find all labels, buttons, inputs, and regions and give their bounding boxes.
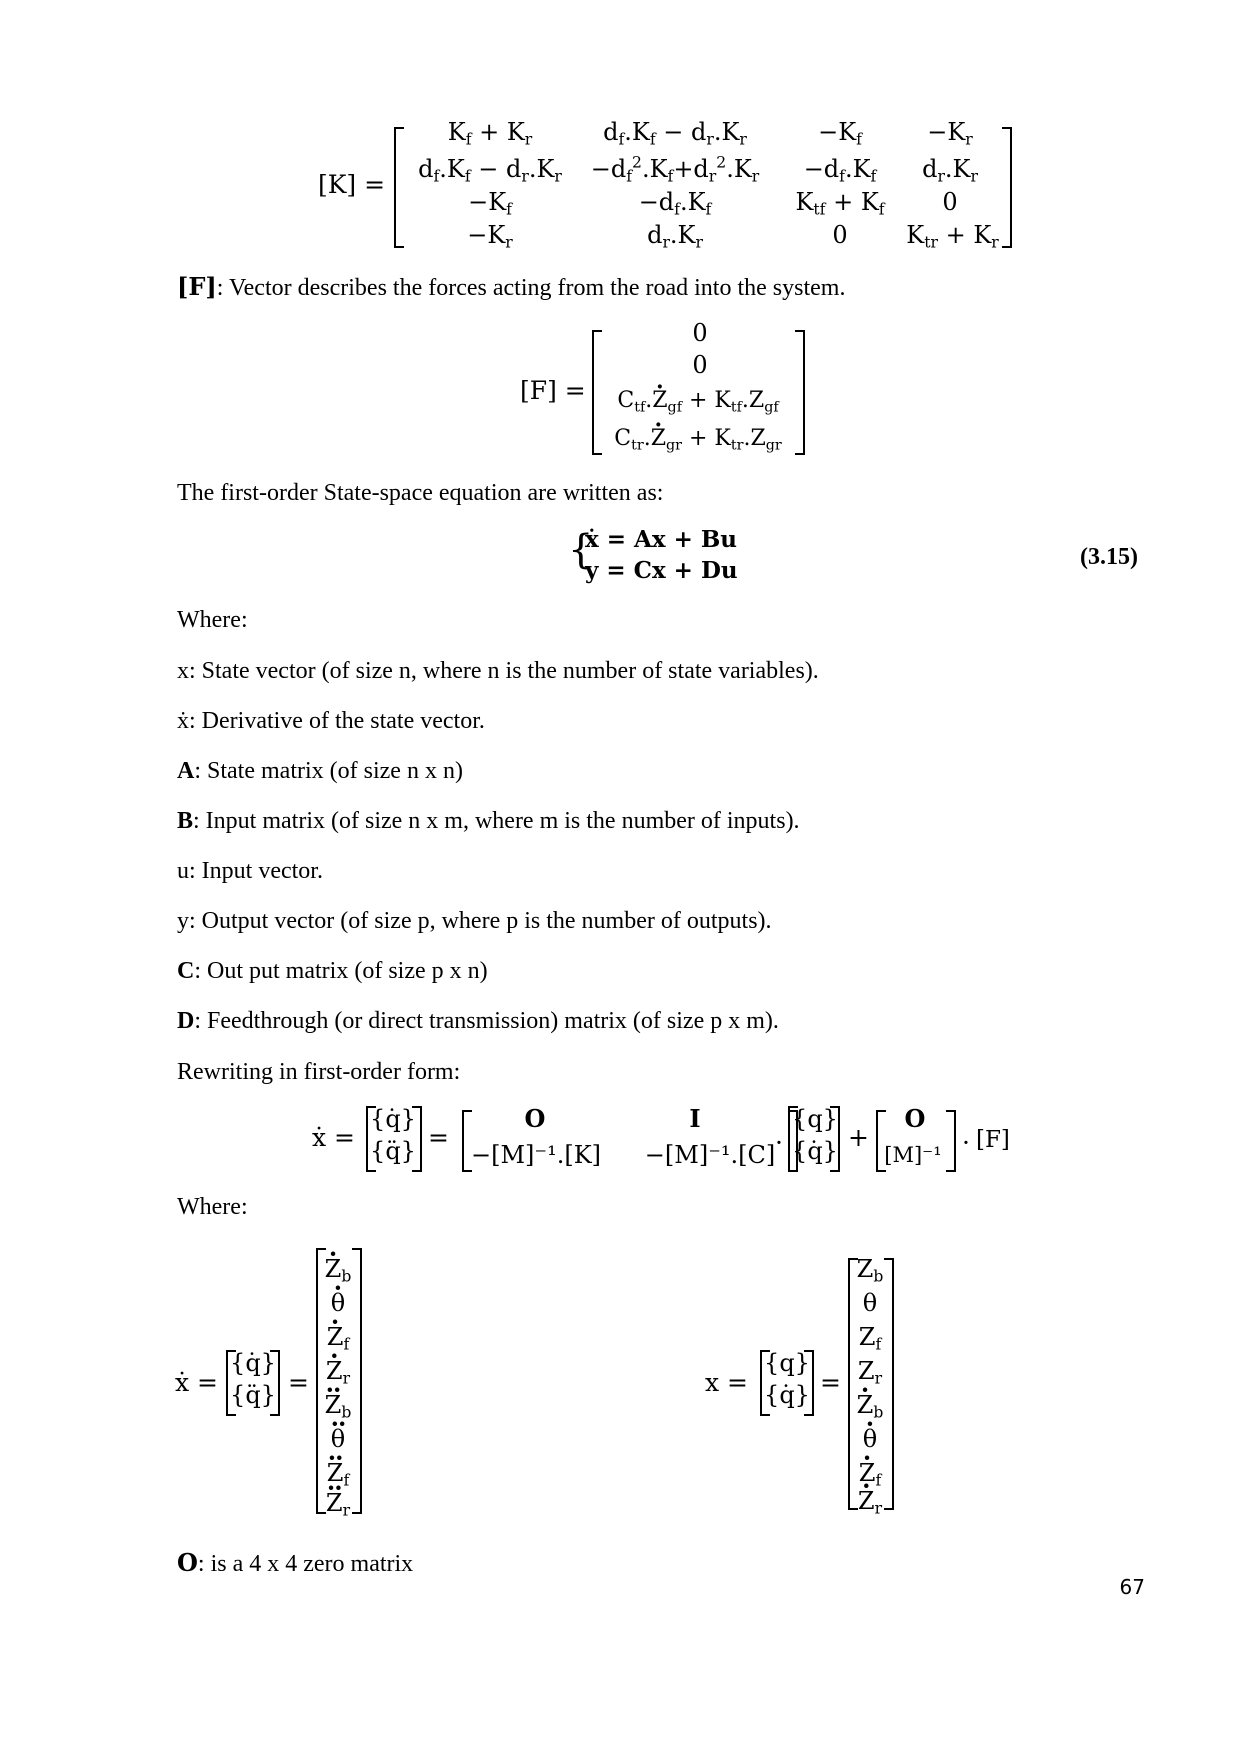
state-space-intro: The first-order State-space equation are written as: <box>177 480 664 506</box>
f-cell: $C_{tf}.\cdot Z_{gf} + K_{tf}.Z_{gf}$ <box>598 386 798 416</box>
equals-sign: = <box>820 1368 841 1397</box>
definition-x: x: State vector (of size n, where n is the number of state variables). <box>177 658 819 684</box>
matrix-entry: I <box>689 1104 701 1133</box>
equation-number: (3.15) <box>1080 544 1138 570</box>
state-space-line2: y = Cx + Du <box>585 557 738 584</box>
k-cell: $-d_f^2.K_f+d_r^2.K_r$ <box>590 153 760 186</box>
matrix-entry: −[M]⁻¹.[K] <box>471 1141 601 1169</box>
f-vector-symbol: [F] <box>976 1127 1010 1153</box>
equals-sign: = <box>288 1368 309 1397</box>
vec-entry: {q̇} <box>370 1105 416 1133</box>
definition-a: A: State matrix (of size n x n) <box>177 758 463 784</box>
definition-y: y: Output vector (of size p, where p is the number of outputs). <box>177 908 772 934</box>
k-cell: $-K_f$ <box>818 118 862 149</box>
k-cell: $-d_f.K_f$ <box>638 188 712 219</box>
k-cell: $d_r.K_r$ <box>647 221 703 252</box>
vec-entry: ·· $Z_b$ <box>318 1390 358 1420</box>
vec-entry: {q̈} <box>370 1137 416 1165</box>
vec-entry: {q̇} <box>792 1137 838 1165</box>
vec-entry: · $Z_b$ <box>318 1254 358 1284</box>
k-cell: $-K_f$ <box>468 188 512 219</box>
k-matrix-label: [K] = <box>318 170 386 199</box>
definition-xdot: ẋ: Derivative of the state vector. <box>177 708 485 734</box>
vec-entry: · θ <box>850 1424 890 1454</box>
matrix-entry: O <box>904 1104 926 1133</box>
where-heading-2: Where: <box>177 1194 248 1220</box>
state-space-brace: { <box>568 527 594 573</box>
page-number: 67 <box>1119 1575 1145 1599</box>
dot-operator: · <box>962 1128 970 1157</box>
k-cell: $-d_f.K_f$ <box>803 155 877 186</box>
equals-sign: = <box>428 1123 449 1152</box>
vec-entry: $Z_f$ <box>858 1323 882 1354</box>
vec-entry: · $Z_r$ <box>850 1486 890 1516</box>
k-cell: 0 <box>942 188 958 216</box>
state-space-line1: ẋ = Ax + Bu <box>585 526 738 553</box>
matrix-entry: −[M]⁻¹.[C] <box>644 1141 776 1169</box>
vec-entry: · $Z_r$ <box>318 1356 358 1386</box>
k-cell: $K_{tr} + K_r$ <box>906 221 999 252</box>
vec-entry: · θ <box>318 1288 358 1318</box>
f-vector-label: [F] = <box>520 376 586 405</box>
k-matrix-left-bracket <box>394 127 404 248</box>
f-cell: 0 <box>692 319 708 347</box>
k-cell: $-K_r$ <box>467 221 513 252</box>
k-cell: $d_f.K_f - d_r.K_r$ <box>418 155 562 186</box>
definition-c: C: Out put matrix (of size p x n) <box>177 958 488 984</box>
dot-operator: · <box>775 1128 783 1157</box>
vec-entry: ·· $Z_f$ <box>318 1458 358 1488</box>
vec-entry: · $Z_f$ <box>318 1322 358 1352</box>
matrix-entry: O <box>524 1104 546 1133</box>
xdot-lhs: ẋ = <box>175 1368 218 1397</box>
vec-entry: · $Z_b$ <box>850 1390 890 1420</box>
k-cell: $d_f.K_f - d_r.K_r$ <box>603 118 747 149</box>
x-lhs: x = <box>705 1368 748 1397</box>
k-cell: $K_f + K_r$ <box>447 118 533 149</box>
where-heading: Where: <box>177 607 248 633</box>
f-intro: [F]: Vector describes the forces acting from the road into the system. <box>177 272 846 301</box>
vec-entry: θ <box>862 1289 878 1317</box>
definition-u: u: Input vector. <box>177 858 323 884</box>
rewriting-heading: Rewriting in first-order form: <box>177 1059 461 1085</box>
vec-entry: $Z_b$ <box>856 1255 884 1286</box>
f-cell: $C_{tr}.\cdot Z_{gr} + K_{tr}.Z_{gr}$ <box>598 424 798 454</box>
k-cell: $-K_r$ <box>927 118 973 149</box>
zero-matrix-definition: O: is a 4 x 4 zero matrix <box>177 1548 414 1577</box>
vec-entry: $Z_r$ <box>857 1357 883 1388</box>
vec-entry: {q} <box>764 1349 810 1377</box>
f-cell: 0 <box>692 351 708 379</box>
k-cell: $d_r.K_r$ <box>922 155 978 186</box>
plus-sign: + <box>848 1123 869 1152</box>
vec-entry: {q̇} <box>764 1381 810 1409</box>
definition-d: D: Feedthrough (or direct transmission) matrix (of size p x m). <box>177 1008 779 1034</box>
vec-entry: · $Z_f$ <box>850 1458 890 1488</box>
k-cell: 0 <box>832 221 848 249</box>
definition-b: B: Input matrix (of size n x m, where m is the number of inputs). <box>177 808 800 834</box>
vec-entry: {q̇} <box>230 1349 276 1377</box>
k-cell: $K_{tf} + K_f$ <box>795 188 885 219</box>
vec-entry: {q̈} <box>230 1381 276 1409</box>
first-order-lhs: ẋ = <box>312 1123 355 1152</box>
vec-entry: ·· $Z_r$ <box>318 1488 358 1518</box>
vec-entry: {q} <box>792 1105 838 1133</box>
vec-entry: ·· θ <box>318 1424 358 1454</box>
matrix-entry: [M]⁻¹ <box>884 1143 942 1167</box>
